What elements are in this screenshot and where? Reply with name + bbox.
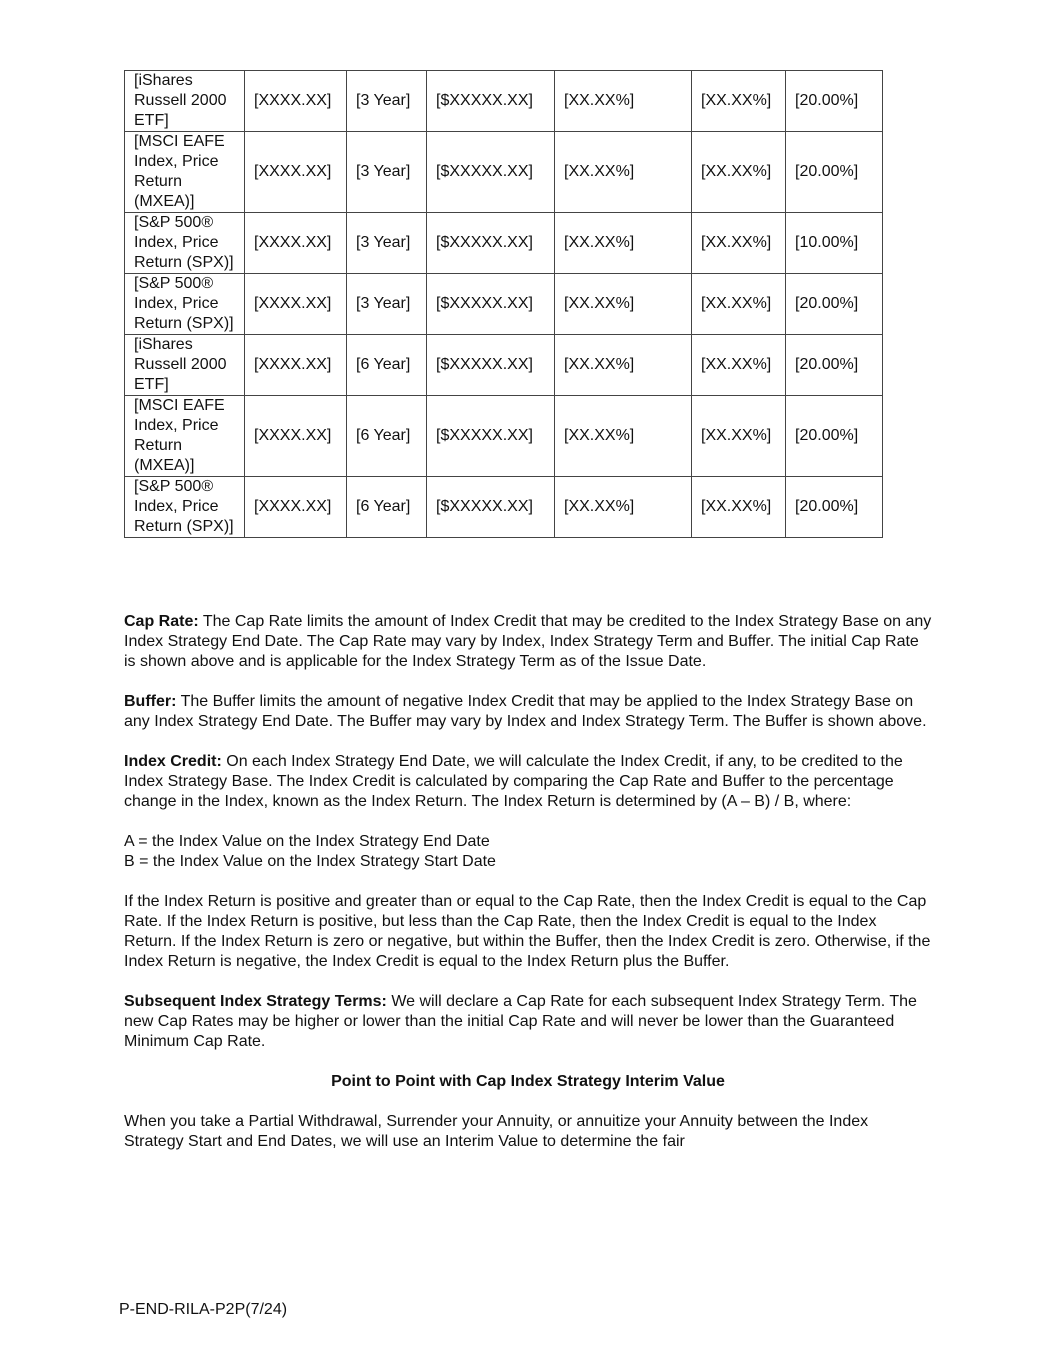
buffer-paragraph	[124, 692, 932, 732]
cell-index: [iShares Russell 2000 ETF]	[125, 335, 245, 396]
cell-index: [MSCI EAFE Index, Price Return (MXEA)]	[125, 396, 245, 477]
cell-cap-rate: [XX.XX%]	[555, 477, 692, 538]
cell-buffer: [10.00%]	[786, 213, 883, 274]
table-row	[125, 274, 883, 335]
cell-cap-rate: [XX.XX%]	[555, 274, 692, 335]
cell-buffer: [20.00%]	[786, 335, 883, 396]
cell-index: [S&P 500® Index, Price Return (SPX)]	[125, 477, 245, 538]
table-row	[125, 132, 883, 213]
cell-index-value: [XXXX.XX]	[245, 335, 347, 396]
cap-rate-text: The Cap Rate limits the amount of Index Credit that may be credited to the Index Strategy Base on any Index Strategy End Date. The Cap Rate may vary by Index, Index Strategy Term and Buffer. The initial Cap Rate is shown above and is applicable for the Index Strategy Term as of the Issue Date.	[124, 613, 932, 670]
cell-buffer: [20.00%]	[786, 274, 883, 335]
cell-cap-rate: [XX.XX%]	[555, 213, 692, 274]
cell-base: [$XXXXX.XX]	[427, 396, 555, 477]
cell-min-cap-rate: [XX.XX%]	[692, 396, 786, 477]
cell-term: [6 Year]	[347, 477, 427, 538]
cell-term: [3 Year]	[347, 132, 427, 213]
cell-index: [iShares Russell 2000 ETF]	[125, 71, 245, 132]
index-credit-paragraph	[124, 752, 932, 812]
cell-buffer: [20.00%]	[786, 132, 883, 213]
buffer-label: Buffer:	[124, 693, 177, 710]
subsequent-text: We will declare a Cap Rate for each subsequent Index Strategy Term. The new Cap Rates may be higher or lower than the initial Cap Rate and will never be lower than the Guaranteed Minimum Cap Rate.	[124, 993, 917, 1050]
cell-index-value: [XXXX.XX]	[245, 71, 347, 132]
cell-buffer: [20.00%]	[786, 71, 883, 132]
cell-cap-rate: [XX.XX%]	[555, 132, 692, 213]
cell-min-cap-rate: [XX.XX%]	[692, 274, 786, 335]
cell-term: [3 Year]	[347, 213, 427, 274]
definition-a: A = the Index Value on the Index Strategy End Date	[124, 833, 490, 850]
index-credit-label: Index Credit:	[124, 753, 222, 770]
cell-min-cap-rate: [XX.XX%]	[692, 477, 786, 538]
cell-base: [$XXXXX.XX]	[427, 213, 555, 274]
subsequent-label: Subsequent Index Strategy Terms:	[124, 993, 387, 1010]
cell-buffer: [20.00%]	[786, 396, 883, 477]
definitions	[124, 832, 932, 872]
cell-index-value: [XXXX.XX]	[245, 477, 347, 538]
cell-base: [$XXXXX.XX]	[427, 132, 555, 213]
cell-index: [S&P 500® Index, Price Return (SPX)]	[125, 213, 245, 274]
cell-min-cap-rate: [XX.XX%]	[692, 71, 786, 132]
cell-base: [$XXXXX.XX]	[427, 335, 555, 396]
cell-index: [MSCI EAFE Index, Price Return (MXEA)]	[125, 132, 245, 213]
cell-min-cap-rate: [XX.XX%]	[692, 132, 786, 213]
index-credit-text: On each Index Strategy End Date, we will calculate the Index Credit, if any, to be credited to the Index Strategy Base. The Index Credit is calculated by comparing the Cap Rate and Buffer to the percentage change in the Index, known as the Index Return. The Index Return is determined by (A – B) / B, where:	[124, 753, 903, 810]
cell-buffer: [20.00%]	[786, 477, 883, 538]
subsequent-terms-paragraph	[124, 992, 932, 1052]
interim-value-paragraph: When you take a Partial Withdrawal, Surrender your Annuity, or annuitize your Annuity between the Index Strategy Start and End Dates, we will use an Interim Value to determine the fair	[124, 1113, 869, 1150]
cell-index: [S&P 500® Index, Price Return (SPX)]	[125, 274, 245, 335]
cell-term: [3 Year]	[347, 71, 427, 132]
definition-b: B = the Index Value on the Index Strategy Start Date	[124, 853, 496, 870]
cell-index-value: [XXXX.XX]	[245, 274, 347, 335]
cell-cap-rate: [XX.XX%]	[555, 71, 692, 132]
cell-index-value: [XXXX.XX]	[245, 213, 347, 274]
cell-term: [3 Year]	[347, 274, 427, 335]
index-credit-rules: If the Index Return is positive and greater than or equal to the Cap Rate, then the Index Credit is equal to the Cap Rate. If the Index Return is positive, but less than the Cap Rate, then the Index Credit is equal to the Index Return. If the Index Return is zero or negative, but within the Buffer, then the Index Credit is zero. Otherwise, if the Index Return is negative, the Index Credit is equal to the Index Return plus the Buffer.	[124, 893, 931, 970]
cell-base: [$XXXXX.XX]	[427, 477, 555, 538]
cell-index-value: [XXXX.XX]	[245, 132, 347, 213]
table-row	[125, 396, 883, 477]
cell-cap-rate: [XX.XX%]	[555, 335, 692, 396]
cell-index-value: [XXXX.XX]	[245, 396, 347, 477]
table-row	[125, 71, 883, 132]
cell-cap-rate: [XX.XX%]	[555, 396, 692, 477]
table-row	[125, 213, 883, 274]
document-body	[124, 612, 932, 1172]
cell-min-cap-rate: [XX.XX%]	[692, 213, 786, 274]
table-row	[125, 335, 883, 396]
section-heading: Point to Point with Cap Index Strategy Interim Value	[331, 1073, 725, 1090]
cap-rate-label: Cap Rate:	[124, 613, 199, 630]
cell-base: [$XXXXX.XX]	[427, 71, 555, 132]
table-row	[125, 477, 883, 538]
cell-base: [$XXXXX.XX]	[427, 274, 555, 335]
cell-term: [6 Year]	[347, 335, 427, 396]
cell-min-cap-rate: [XX.XX%]	[692, 335, 786, 396]
buffer-text: The Buffer limits the amount of negative Index Credit that may be applied to the Index Strategy Base on any Index Strategy End Date. The Buffer may vary by Index and Index Strategy Term. The Buffer is shown above.	[124, 693, 927, 730]
form-number-footer: P-END-RILA-P2P(7/24)	[119, 1301, 288, 1318]
index-strategy-table	[124, 70, 883, 538]
cell-term: [6 Year]	[347, 396, 427, 477]
cap-rate-paragraph	[124, 612, 932, 672]
